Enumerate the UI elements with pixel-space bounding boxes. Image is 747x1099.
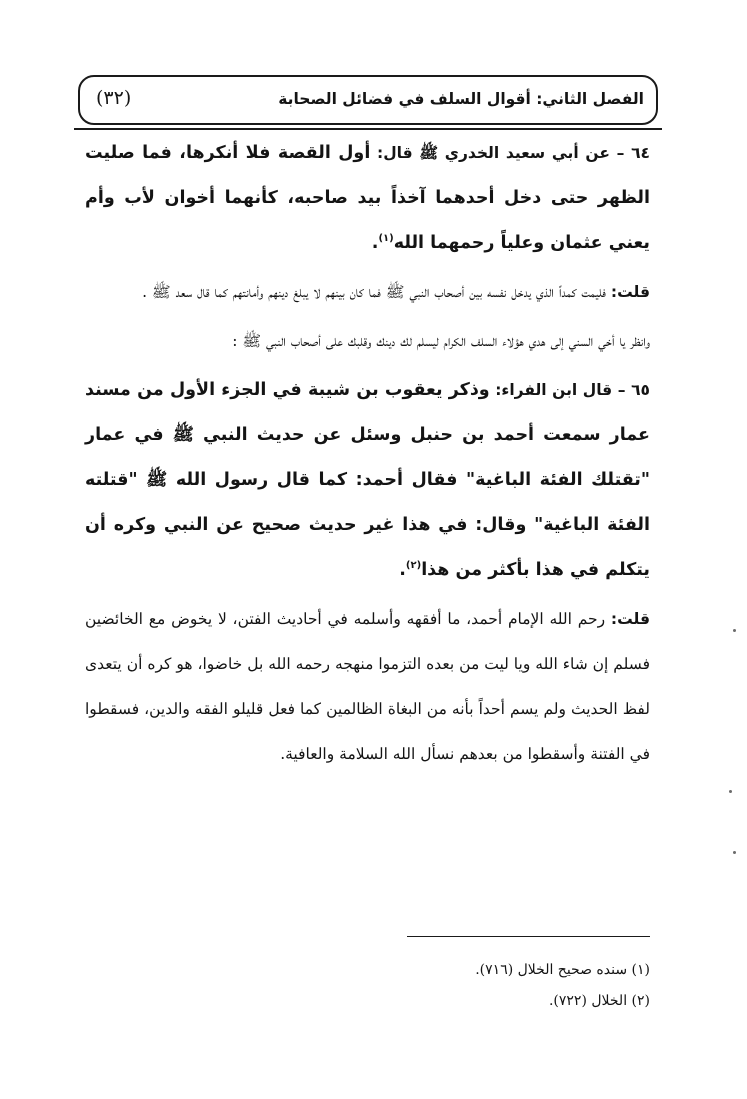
page-body <box>85 131 650 777</box>
footnote-ref-2: (٢) <box>405 560 422 572</box>
footnote-1: (١) سنده صحيح الخلال (٧١٦). <box>475 962 650 978</box>
narration-text: أول القصة فلا أنكرها، فما صليت الظهر حتى دخل أحدهما آخذاً بيد صاحبه، كأنهما أخوان لأب وأم يعني عثمان وعلياً رحمهما الله <box>85 143 650 253</box>
narration-number: ٦٥ – قال ابن الفراء: <box>489 381 650 399</box>
commentary-lead: قلت: <box>610 610 650 628</box>
footnotes <box>95 955 650 1017</box>
page-number: (٣٢) <box>96 87 132 109</box>
scan-speck <box>733 629 736 632</box>
footnote-separator <box>407 936 650 937</box>
narration-end: . <box>371 233 379 253</box>
narration-text: وذكر يعقوب بن شيبة في الجزء الأول من مسند عمار سمعت أحمد بن حنبل وسئل عن حديث النبي ﷺ في عمار "تقتلك الفئة الباغية" فقال أحمد: كما قال رسول الله ﷺ "قتلته الفئة الباغية" وقال: في هذا غير حديث صحيح عن النبي وكره أن يتكلم في هذا بأكثر من هذا <box>85 380 650 580</box>
running-header <box>78 75 658 125</box>
commentary-2 <box>85 597 650 777</box>
commentary-lead: قلت: <box>610 283 650 301</box>
scan-speck <box>729 790 732 793</box>
commentary-text: فليمت كمداً الذي يدخل نفسه بين أصحاب النبي ﷺ فما كان بينهم لا يبلغ دينهم وأمانتهم كما قال سعد ﷺ . <box>142 283 611 301</box>
narration-65 <box>85 368 650 593</box>
exhortation: وانظر يا أخي السني إلى هدي هؤلاء السلف الكرام ليسلم لك دينك وقلبك على أصحاب النبي ﷺ : <box>232 332 650 350</box>
narration-64 <box>85 131 650 266</box>
footnote-2: (٢) الخلال (٧٢٢). <box>548 993 650 1009</box>
narration-end: . <box>399 560 406 580</box>
chapter-title: الفصل الثاني: أقوال السلف في فضائل الصحابة <box>278 90 644 108</box>
narration-number: ٦٤ – عن أبي سعيد الخدري ﷺ قال: <box>370 144 650 162</box>
commentary-1 <box>85 270 650 315</box>
footnote-ref-1: (١) <box>378 233 394 245</box>
scan-speck <box>733 851 736 854</box>
commentary-text: رحم الله الإمام أحمد، ما أفقهه وأسلمه في أحاديث الفتن، لا يخوض مع الخائضين فسلم إن شاء الله ويا ليت من بعده التزموا منهجه رحمه الله بل خاضوا، هو كره أن يتعدى لفظ الحديث ولم يسم أحداً بأنه من البغاة الظالمين كما فعل قليلو الفقه والدين، فسقطوا في الفتنة وأسقطوا من بعدهم نسأل الله السلامة والعافية. <box>85 610 650 763</box>
